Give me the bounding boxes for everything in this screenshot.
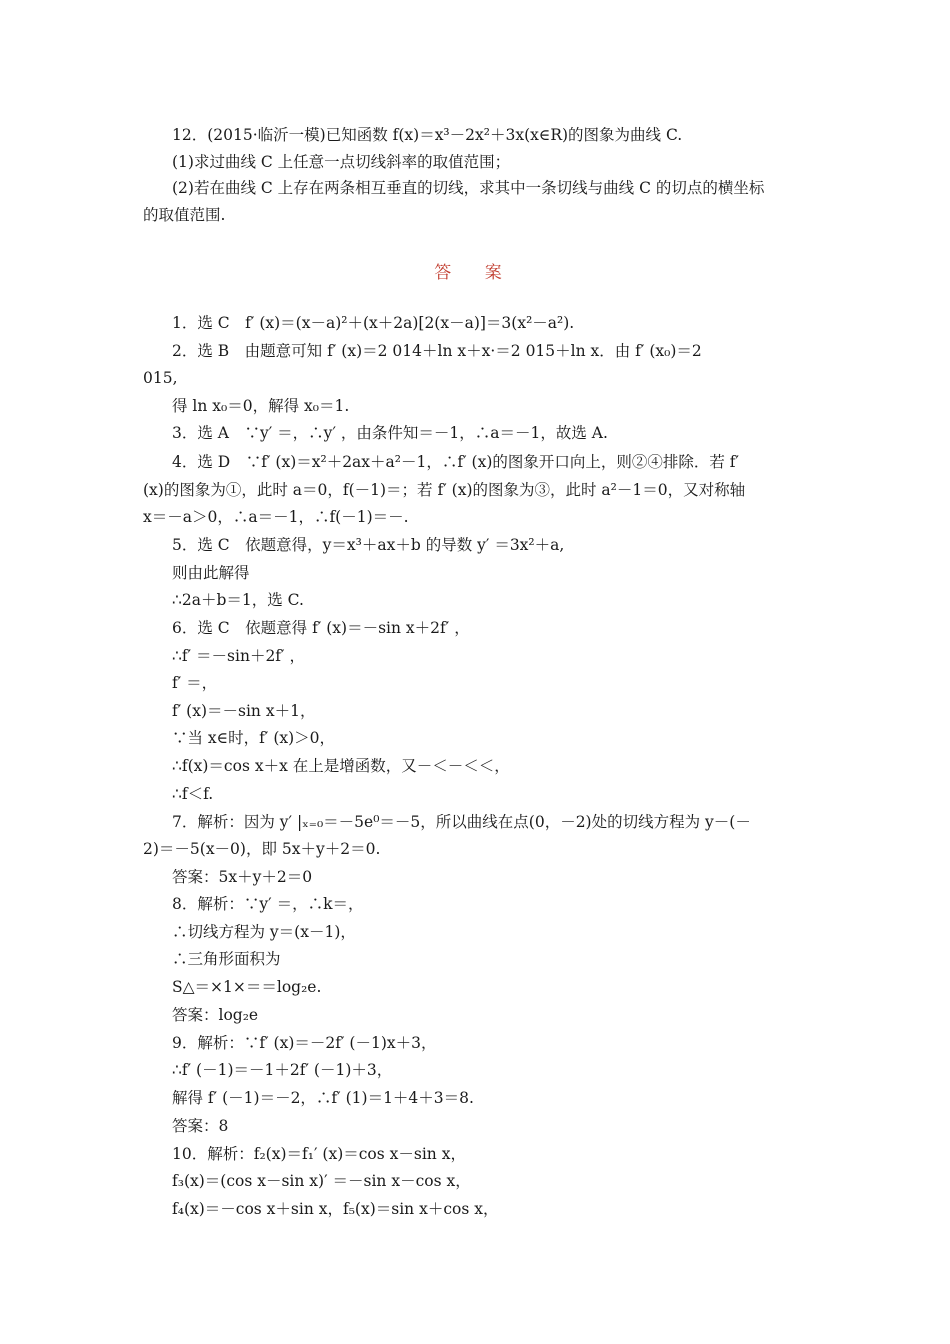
answer-line: ∴f′ ＝－sin＋2f′ ，	[172, 647, 305, 665]
answer-line: 9．解析：∵f′ (x)＝－2f′ (－1)x＋3，	[172, 1034, 437, 1052]
answer-line: 答案：5x＋y＋2＝0	[172, 868, 313, 886]
answer-line: 2．选 B 由题意可知 f′ (x)＝2 014＋ln x＋x·＝2 015＋ln x．由 f′ (x₀)＝2	[172, 342, 702, 360]
problem-12-statement: 12．(2015·临沂一模)已知函数 f(x)＝x³－2x²＋3x(x∈R)的图象为曲线 C.	[172, 126, 683, 144]
problem-12-part-2-cont: 的取值范围.	[143, 206, 226, 224]
answer-line: ∴f(x)＝cos x＋x 在上是增函数，又－＜－＜＜，	[172, 757, 510, 775]
answer-line: 015,	[143, 369, 178, 387]
answer-line: ∴f′ (－1)＝－1＋2f′ (－1)＋3，	[172, 1061, 393, 1079]
answer-line: ∴切线方程为 y＝(x－1)，	[172, 923, 356, 941]
answer-line: 8．解析：∵y′ ＝，∴k＝，	[172, 895, 364, 913]
problem-12-part-1: (1)求过曲线 C 上任意一点切线斜率的取值范围；	[172, 153, 511, 171]
answer-line: 解得 f′ (－1)＝－2，∴f′ (1)＝1＋4＋3＝8.	[172, 1089, 474, 1107]
answer-line: f′ (x)＝－sin x＋1，	[172, 702, 316, 720]
problem-12-part-2: (2)若在曲线 C 上存在两条相互垂直的切线，求其中一条切线与曲线 C 的切点的横坐标	[172, 179, 765, 197]
answer-line: x＝－a＞0，∴a＝－1，∴f(－1)＝－.	[143, 508, 409, 526]
answer-line: 5．选 C 依题意得，y＝x³＋ax＋b 的导数 y′ ＝3x²＋a,	[172, 536, 565, 554]
answer-line: 答案：log₂e	[172, 1006, 259, 1024]
answer-line: f₄(x)＝－cos x＋sin x，f₅(x)＝sin x＋cos x，	[172, 1200, 499, 1218]
answer-line: ∵当 x∈时，f′ (x)＞0，	[172, 729, 336, 747]
answer-line: f′ ＝，	[172, 674, 218, 692]
answer-heading: 答 案	[434, 263, 516, 283]
answer-line: ∴2a＋b＝1，选 C.	[172, 591, 304, 609]
answer-line: 得 ln x₀＝0，解得 x₀＝1.	[172, 397, 350, 415]
answer-line: 7．解析：因为 y′ |ₓ₌₀＝－5e⁰＝－5，所以曲线在点(0，－2)处的切线方程为 y－(－	[172, 813, 751, 831]
answer-line: (x)的图象为①，此时 a＝0，f(－1)＝；若 f′ (x)的图象为③，此时 a²－1＝0，又对称轴	[143, 481, 746, 499]
answer-line: 10．解析：f₂(x)＝f₁′ (x)＝cos x－sin x，	[172, 1145, 466, 1163]
answer-line: 4．选 D ∵f′ (x)＝x²＋2ax＋a²－1，∴f′ (x)的图象开口向上，则②④排除．若 f′	[172, 453, 740, 471]
answer-line: 1．选 C f′ (x)＝(x－a)²＋(x＋2a)[2(x－a)]＝3(x²－a²).	[172, 314, 575, 332]
answer-line: f₃(x)＝(cos x－sin x)′ ＝－sin x－cos x，	[172, 1172, 471, 1190]
answer-line: ∴三角形面积为	[172, 950, 281, 968]
answer-line: 2)＝－5(x－0)，即 5x＋y＋2＝0.	[143, 840, 381, 858]
answer-line: 答案：8	[172, 1117, 229, 1135]
answer-line: 则由此解得	[172, 564, 250, 582]
answer-line: 3．选 A ∵y′ ＝，∴y′ ，由条件知＝－1，∴a＝－1，故选 A.	[172, 424, 608, 442]
answer-line: 6．选 C 依题意得 f′ (x)＝－sin x＋2f′ ，	[172, 619, 470, 637]
answer-line: S△＝×1×＝＝log₂e.	[172, 978, 322, 996]
answer-line: ∴f＜f.	[172, 785, 214, 803]
